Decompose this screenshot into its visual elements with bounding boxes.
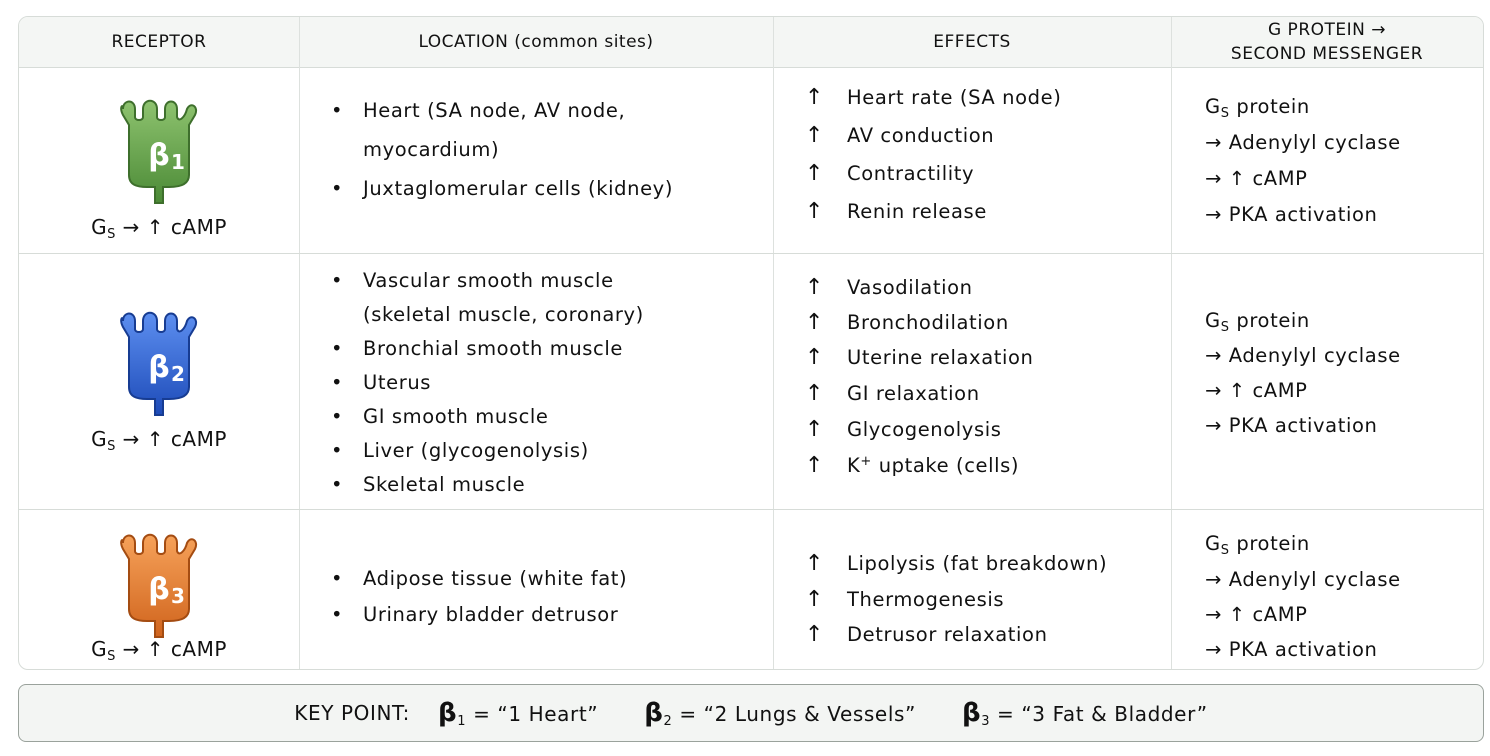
list-item: • Juxtaglomerular cells (kidney) [331, 177, 674, 200]
list-item: → PKA activation [1205, 203, 1378, 226]
header-second-line1: G PROTEIN → [1267, 20, 1387, 40]
list-item: • Skeletal muscle [331, 473, 526, 496]
row-divider [19, 253, 1483, 254]
list-item: ↑ Vasodilation [805, 275, 973, 300]
list-item: ↑ Lipolysis (fat breakdown) [805, 551, 1108, 576]
key-point-beta3: $\beta_3$ = “3 Fat & Bladder” [961, 697, 1208, 729]
list-item: • Liver (glycogenolysis) [331, 439, 589, 462]
list-item: ↑ Thermogenesis [805, 587, 1005, 612]
list-item: ↑ Contractility [805, 161, 975, 186]
list-item: $G_S$ protein [1205, 95, 1310, 121]
list-item: → Adenylyl cyclase [1205, 344, 1401, 367]
list-item: ↑ Bronchodilation [805, 310, 1009, 335]
beta3-gs-label: $G_S$ → ↑ cAMP [91, 637, 227, 664]
list-item: myocardium) [363, 138, 500, 161]
list-item: ↑ GI relaxation [805, 381, 980, 406]
list-item: ↑ Heart rate (SA node) [805, 85, 1062, 110]
list-item: → ↑ cAMP [1205, 379, 1308, 402]
list-item: • Heart (SA node, AV node, [331, 99, 626, 122]
beta3-symbol: β [148, 572, 170, 607]
list-item: ↑ Detrusor relaxation [805, 622, 1048, 647]
beta1-receptor-icon [19, 95, 299, 205]
key-point-beta2: $\beta_2$ = “2 Lungs & Vessels” [644, 697, 916, 729]
column-divider [299, 17, 300, 669]
list-item: ↑ Uterine relaxation [805, 345, 1034, 370]
list-item: → PKA activation [1205, 638, 1378, 661]
beta2-number: 2 [171, 362, 185, 386]
list-item: → ↑ cAMP [1205, 167, 1308, 190]
list-item: • Vascular smooth muscle [331, 269, 614, 292]
key-point-banner [18, 684, 1484, 742]
key-point-label: KEY POINT: [294, 701, 411, 725]
beta2-symbol: β [148, 350, 170, 385]
list-item: → Adenylyl cyclase [1205, 568, 1401, 591]
beta2-receptor-icon [19, 307, 299, 417]
list-item: $G_S$ protein [1205, 532, 1310, 558]
list-item: • Adipose tissue (white fat) [331, 567, 628, 590]
list-item: ↑ AV conduction [805, 123, 995, 148]
key-point-beta1: $\beta_1$ = “1 Heart” [438, 697, 599, 729]
beta3-number: 3 [171, 584, 185, 608]
column-divider [1171, 17, 1172, 669]
beta1-symbol: β [148, 138, 170, 173]
header-effects: EFFECTS [933, 32, 1011, 52]
list-item: • Urinary bladder detrusor [331, 603, 619, 626]
header-location: LOCATION (common sites) [418, 32, 654, 52]
list-item: • GI smooth muscle [331, 405, 549, 428]
header-second-line2: SECOND MESSENGER [1230, 44, 1424, 64]
list-item: ↑ Glycogenolysis [805, 417, 1002, 442]
receptor-table [18, 16, 1484, 670]
column-divider [773, 17, 774, 669]
list-item: • Uterus [331, 371, 432, 394]
beta1-gs-label: $G_S$ → ↑ cAMP [91, 215, 227, 242]
list-item: → ↑ cAMP [1205, 603, 1308, 626]
header-second-messenger [1171, 17, 1483, 67]
table-header [19, 17, 1483, 68]
beta2-gs-label: $G_S$ → ↑ cAMP [91, 427, 227, 454]
list-item: (skeletal muscle, coronary) [363, 303, 644, 326]
header-receptor: RECEPTOR [111, 32, 207, 52]
list-item: • Bronchial smooth muscle [331, 337, 623, 360]
list-item: → PKA activation [1205, 414, 1378, 437]
list-item: → Adenylyl cyclase [1205, 131, 1401, 154]
row-divider [19, 509, 1483, 510]
beta1-number: 1 [171, 150, 185, 174]
list-item: $G_S$ protein [1205, 309, 1310, 335]
list-item: ↑ Renin release [805, 199, 987, 224]
beta3-receptor-icon [19, 529, 299, 639]
list-item: ↑ K+ uptake (cells) [805, 453, 1020, 478]
